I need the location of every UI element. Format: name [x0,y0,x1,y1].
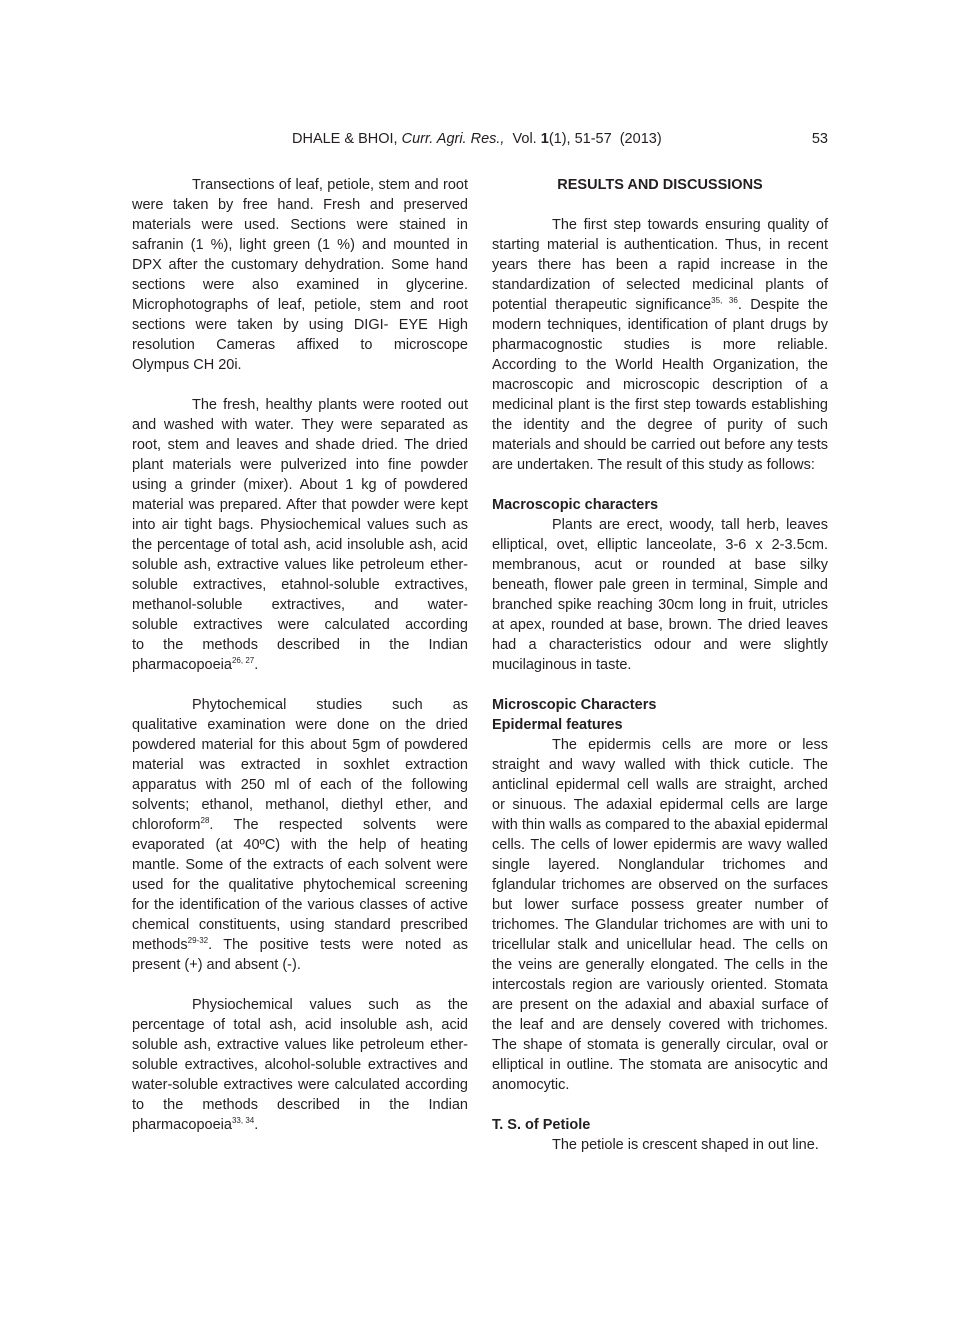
authors: DHALE & BHOI, [292,131,402,147]
citation-superscript: 35, 36 [711,296,738,305]
text-line: for the identification of the various classes of active [132,897,468,913]
paragraph [492,215,828,475]
text-line: using a grinder (mixer). About 1 kg of powdered [132,477,468,493]
spacer [492,675,828,695]
text-line: materials were used. Sections were stained in [132,217,468,233]
text-line: anticlinal epidermal cell walls are straight, arched [492,777,828,793]
text-line: present (+) and absent (-). [132,957,301,973]
text-line: mantle. Some of the extracts of each solvent were [132,857,468,873]
text-line: soluble extractives were calculated according [132,617,468,633]
text-line: trichomes. The Glandular trichomes are with uni to [492,917,828,933]
text-line: Physiochemical values such as the [192,997,468,1013]
text-line: qualitative examination were done on the dried [132,717,468,733]
text-line: with thin walls as compared to the abaxial epidermal [492,817,828,833]
text-line: soluble extractives, alcohol-soluble extractives and [132,1057,468,1073]
text-line: the identity and the degree of purity of such [492,417,828,433]
spacer [492,195,828,215]
text-line: intercostals region are variously oriented. Stomata [492,977,828,993]
text-line: solvents; ethanol, methanol, diethyl ether, and [132,797,468,813]
text-line: methanol-soluble extractives, and water- [132,597,468,613]
text-line: water-soluble extractives were calculated according [132,1077,468,1093]
text-line: are undertaken. The result of this study as follows: [492,457,815,473]
text-line: the leaf and are densely covered with trichomes. [492,1017,828,1033]
text-line: macroscopic and microscopic description of a [492,377,828,393]
text-line: chloroform$^{28}$. The respected solvents were [132,816,468,833]
text-line: The first step towards ensuring quality of [552,217,828,233]
text-line: used for the qualitative phytochemical screening [132,877,468,893]
text-line: sections were also examined in glycerine. [132,277,468,293]
text-line: Plants are erect, woody, tall herb, leaves [552,517,828,533]
text-line: were taken by free hand. Fresh and preserved [132,197,468,213]
section-heading: Epidermal features [492,717,623,733]
text-line: and washed with water. They were separated as [132,417,468,433]
citation-superscript: 28 [200,816,210,825]
paragraph [132,995,468,1135]
text-line: The shape of stomata is generally circular, oval or [492,1037,828,1053]
text-line: methods$^{29-32}$. The positive tests were noted as [132,936,468,953]
text-line: powdered material for this about 5gm of powdered [132,737,468,753]
text-line: potential therapeutic significance$^{35, 36}$. Despite the [492,296,828,313]
section-heading: RESULTS AND DISCUSSIONS [557,177,763,193]
text-line: DPX after the customary dehydration. Some hand [132,257,468,273]
citation-superscript: 26, 27 [231,656,255,665]
text-line: at apex, rounded at base, brown. The dried leaves [492,617,828,633]
citation-line [292,129,662,149]
page-number: 53 [811,131,828,147]
section-heading: T. S. of Petiole [492,1117,591,1133]
paragraph [492,1135,828,1155]
text-line: According to the World Health Organization, the [492,357,828,373]
text-line: starting material is authentication. Thus, in recent [492,237,828,253]
paragraph [132,175,468,375]
text-line: are present on the adaxial and abaxial surface of [492,997,828,1013]
text-line: membranous, acut or rounded at base silky [492,557,828,573]
text-line: to the methods described in the Indian [132,1097,468,1113]
text-line: apparatus with 250 ml of each of the following [132,777,468,793]
text-line: root, stem and leaves and shade dried. The dried [132,437,468,453]
section-heading: Microscopic Characters [492,697,657,713]
text-line: sections were taken by using DIGI- EYE High [132,317,468,333]
text-line: material was prepared. After that powder were kept [132,497,468,513]
text-line: pharmacognostic studies is more reliable. [492,337,828,353]
text-line: soluble ash, extractive values like petroleum ether- [132,1037,468,1053]
text-line: The fresh, healthy plants were rooted out [192,397,468,413]
text-line: elliptical, ovet, elliptic lanceolate, 3-6 x 2-3.5cm. [492,537,828,553]
spacer [132,675,468,695]
text-line: chemical constituents, using standard prescribed [132,917,468,933]
paragraph [492,515,828,675]
paragraph [132,695,468,975]
section-heading: Macroscopic characters [492,497,659,513]
text-line: straight and wavy walled with thick cuticle. The [492,757,828,773]
text-line: plant materials were pulverized into fine powder [132,457,468,473]
text-line: to the methods described in the Indian [132,637,468,653]
text-line: soluble extractives, etahnol-soluble extractives, [132,577,468,593]
text-line: safranin (1 %), light green (1 %) and mounted in [132,237,468,253]
paragraph [492,735,828,1095]
citation-superscript: 29-32 [187,936,209,945]
text-line: resolution Cameras affixed to microscope [132,337,468,353]
text-line: single layered. Nonglandular trichomes and [492,857,828,873]
text-line: materials and should be carried out before any tests [492,437,828,453]
text-line: Phytochemical studies such as [192,697,468,713]
text-line: The petiole is crescent shaped in out line. [552,1137,819,1153]
text-line: fglandular trichomes are observed on the surfaces [492,877,828,893]
text-line: into air tight bags. Physiochemical values such as [132,517,468,533]
text-line: beneath, flower pale green in terminal, Simple and [492,577,828,593]
journal-name: Curr. Agri. Res., [401,131,505,147]
citation-superscript: 33, 34 [231,1116,255,1125]
text-line: pharmacopoeia$^{33, 34}$. [132,1116,259,1133]
text-line: Microphotographs of leaf, petiole, stem and root [132,297,468,313]
text-line: standardization of selected medicinal plants of [492,277,828,293]
text-line: medicinal plant is the first step towards establishing [492,397,828,413]
spacer [492,475,828,495]
left-column [132,175,468,1135]
text-line: branched spike reaching 30cm long in fruit, utricles [492,597,828,613]
text-line: evaporated (at 40ºC) with the help of heating [132,837,468,853]
text-line: but lower surface possess greater number of [492,897,828,913]
text-line: soluble ash, extractive values like petroleum ether- [132,557,468,573]
paragraph [132,395,468,675]
text-line: Transections of leaf, petiole, stem and root [192,177,468,193]
text-line: material was extracted in soxhlet extraction [132,757,468,773]
volume-number: 1 [540,131,549,147]
issue-pages-year: (1), 51-57 (2013) [548,131,662,147]
text-line: pharmacopoeia$^{26, 27}$. [132,656,259,673]
text-line: had a characteristics odour and were slightly [492,637,828,653]
text-line: or sinuous. The adaxial epidermal cells are large [492,797,828,813]
text-line: modern techniques, identification of plant drugs by [492,317,828,333]
text-line: mucilaginous in taste. [492,657,632,673]
volume-label: Vol. [504,131,541,147]
text-line: Olympus CH 20i. [132,357,242,373]
spacer [132,375,468,395]
text-line: the veins are generally elongated. The cells in the [492,957,828,973]
text-line: years there has been a rapid increase in the [492,257,828,273]
text-line: the percentage of total ash, acid insoluble ash, acid [132,537,468,553]
text-line: percentage of total ash, acid insoluble ash, acid [132,1017,468,1033]
right-column [492,175,828,1155]
text-line: cells. The cells of lower epidermis are wavy walled [492,837,828,853]
spacer [492,1095,828,1115]
spacer [132,975,468,995]
text-line: tricellular stalk and unicellular head. The cells on [492,937,828,953]
text-line: anomocytic. [492,1077,570,1093]
text-line: The epidermis cells are more or less [552,737,828,753]
text-line: elliptical in outline. The stomata are anisocytic and [492,1057,828,1073]
